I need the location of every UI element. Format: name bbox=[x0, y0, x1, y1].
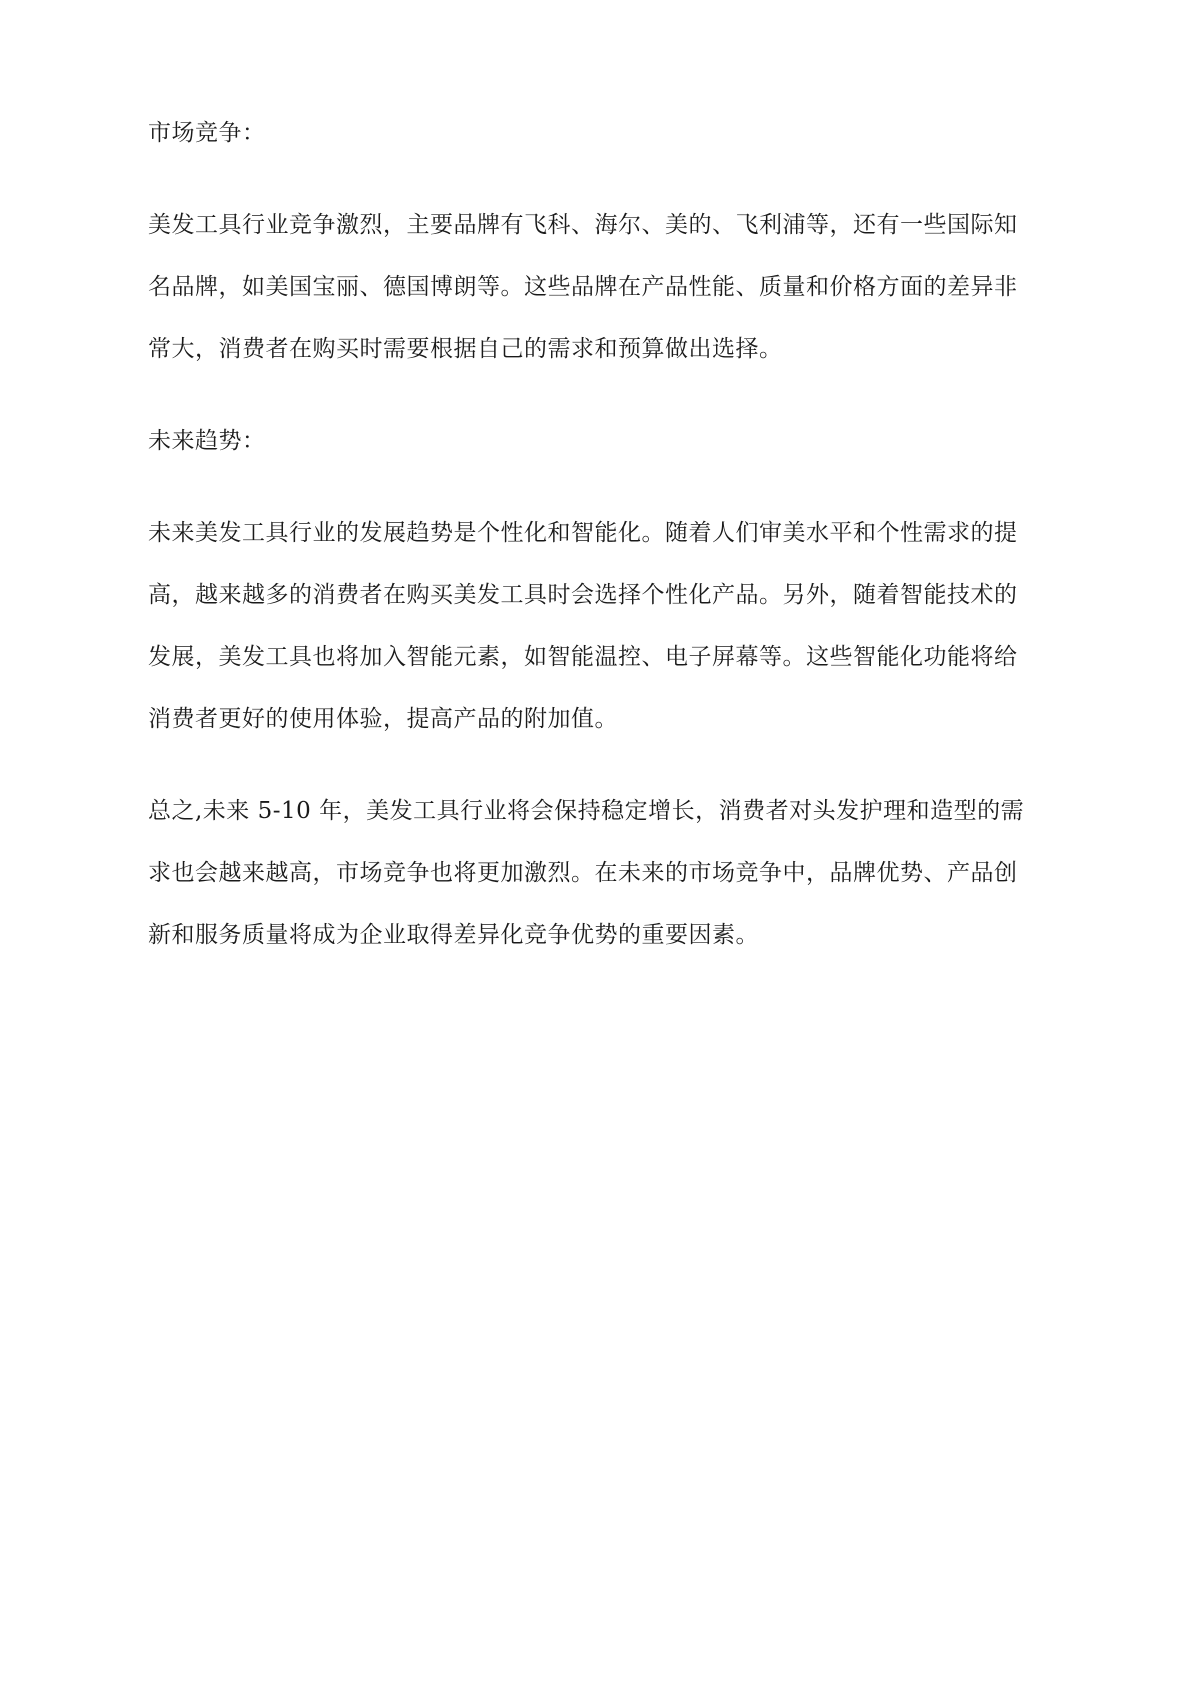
paragraph-line: 新和服务质量将成为企业取得差异化竞争优势的重要因素。 bbox=[148, 922, 759, 948]
paragraph-line: 名品牌，如美国宝丽、德国博朗等。这些品牌在产品性能、质量和价格方面的差异非 bbox=[148, 274, 1018, 300]
paragraph-line: 常大，消费者在购买时需要根据自己的需求和预算做出选择。 bbox=[148, 336, 783, 362]
paragraph-market-competition bbox=[148, 194, 1048, 380]
paragraph-line: 发展，美发工具也将加入智能元素，如智能温控、电子屏幕等。这些智能化功能将给 bbox=[148, 644, 1018, 670]
paragraph-line: 美发工具行业竞争激烈，主要品牌有飞科、海尔、美的、飞利浦等，还有一些国际知 bbox=[148, 212, 1018, 238]
paragraph-line: 求也会越来越高，市场竞争也将更加激烈。在未来的市场竞争中，品牌优势、产品创 bbox=[148, 860, 1018, 886]
heading-text: 市场竞争： bbox=[148, 120, 266, 146]
paragraph-line: 未来美发工具行业的发展趋势是个性化和智能化。随着人们审美水平和个性需求的提 bbox=[148, 520, 1018, 546]
section-heading-market-competition bbox=[148, 102, 1048, 164]
section-heading-future-trends bbox=[148, 410, 1048, 472]
paragraph-line: 总之,未来 5-10 年，美发工具行业将会保持稳定增长，消费者对头发护理和造型的需 bbox=[148, 798, 1025, 824]
paragraph-line: 消费者更好的使用体验，提高产品的附加值。 bbox=[148, 706, 618, 732]
document-body bbox=[148, 102, 1048, 996]
paragraph-line: 高，越来越多的消费者在购买美发工具时会选择个性化产品。另外，随着智能技术的 bbox=[148, 582, 1018, 608]
paragraph-future-trends bbox=[148, 502, 1048, 750]
paragraph-conclusion bbox=[148, 780, 1048, 966]
heading-text: 未来趋势： bbox=[148, 428, 266, 454]
